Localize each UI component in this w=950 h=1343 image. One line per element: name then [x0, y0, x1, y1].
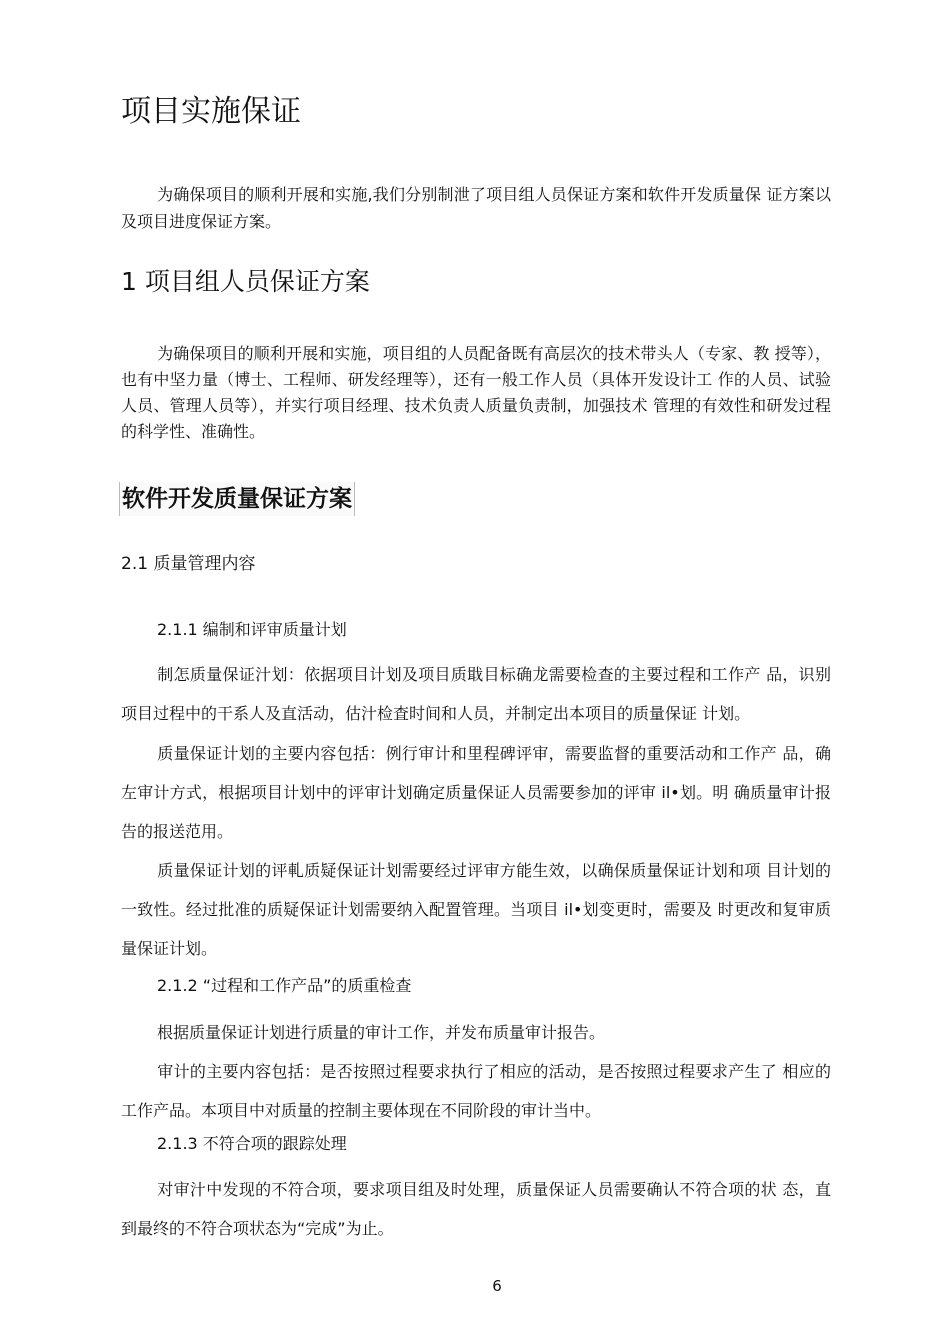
- section1-heading: 1 项目组人员保证方案: [121, 267, 370, 296]
- section1-text: 为确保项目的顺利开展和实施，项目组的人员配备既有高层次的技术带头人（专家、教 授等），也有中坚力量（博士、工程师、研发经理等），还有一般工作人员（具体开发设计工 作的人员、试验人员、管理人员等），并实行项目经理、技术负责人质量负责制，加强技术 管理的有效性和研发过程的科学性、准确性。: [121, 344, 831, 441]
- subsection-2-1-heading: 2.1 质量管理内容: [121, 554, 256, 574]
- item-2-1-3-paragraph-1: [121, 1170, 831, 1248]
- item-2-1-2-text-2: 审计的主要内容包括：是否按照过程要求执行了相应的活动，是否按照过程要求产生了 相应的工作产品。本项目中对质量的控制主要体现在不同阶段的审计当中。: [121, 1062, 831, 1120]
- item-2-1-2-text-1: 根据质量保证计划进行质量的审计工作，并发布质量审计报告。: [157, 1023, 606, 1042]
- item-2-1-3-text-1: 对审汁中发现的不符合项，要求项目组及时处理，质量保证人员需要确认不符合项的状 态，直到最终的不符合项状态为“完成”为止。: [121, 1180, 831, 1238]
- item-2-1-1-paragraph-1: [121, 655, 831, 733]
- intro-text: 为确保项目的顺利开展和实施,我们分别制泄了项目组人员保证方案和软件开发质量保 证方案以及项目进度保证方案。: [121, 185, 831, 231]
- item-2-1-2-paragraph-1: [121, 1013, 831, 1052]
- page-number: 6: [492, 1277, 502, 1295]
- item-2-1-2-heading: 2.1.2 “过程和工作产品”的质重检查: [157, 976, 412, 995]
- item-2-1-1-paragraph-3: [121, 851, 831, 968]
- document-title: 项目实施保证: [121, 94, 301, 129]
- section2-heading: 软件开发质量保证方案: [119, 482, 355, 516]
- item-2-1-1-text-2: 质量保证计划的主要内容包括：例行审计和里程碑评审，需要监督的重要活动和工作产 品，确左审计方式，根据项目计划中的评审计划确定质量保证人员需要参加的评审 il•划。明 确质量审计报告的报送范用。: [121, 744, 831, 841]
- item-2-1-3-heading: 2.1.3 不符合项的跟踪处理: [157, 1134, 347, 1153]
- item-2-1-1-heading: 2.1.1 编制和评审质量计划: [157, 620, 347, 639]
- item-2-1-1-paragraph-2: [121, 734, 831, 851]
- section1-paragraph: [121, 341, 831, 445]
- item-2-1-2-paragraph-2: [121, 1052, 831, 1130]
- intro-paragraph: [121, 181, 831, 235]
- item-2-1-1-text-3: 质量保证计划的评軋质疑保证计划需要经过评审方能生效，以确保质量保证计划和项 目计划的一致性。经过批准的质疑保证计划需要纳入配置管理。当项目 il•划变更时，需要及 时更改和复审质量保证计划。: [121, 861, 831, 958]
- item-2-1-1-text-1: 制怎质量保证汁划：依据项目计划及项目质戢目标确龙需要检查的主要过程和工作产 品，识别项目过程中的干系人及直活动，估汁检査时间和人员，并制定出本项目的质量保证 计划。: [121, 665, 831, 723]
